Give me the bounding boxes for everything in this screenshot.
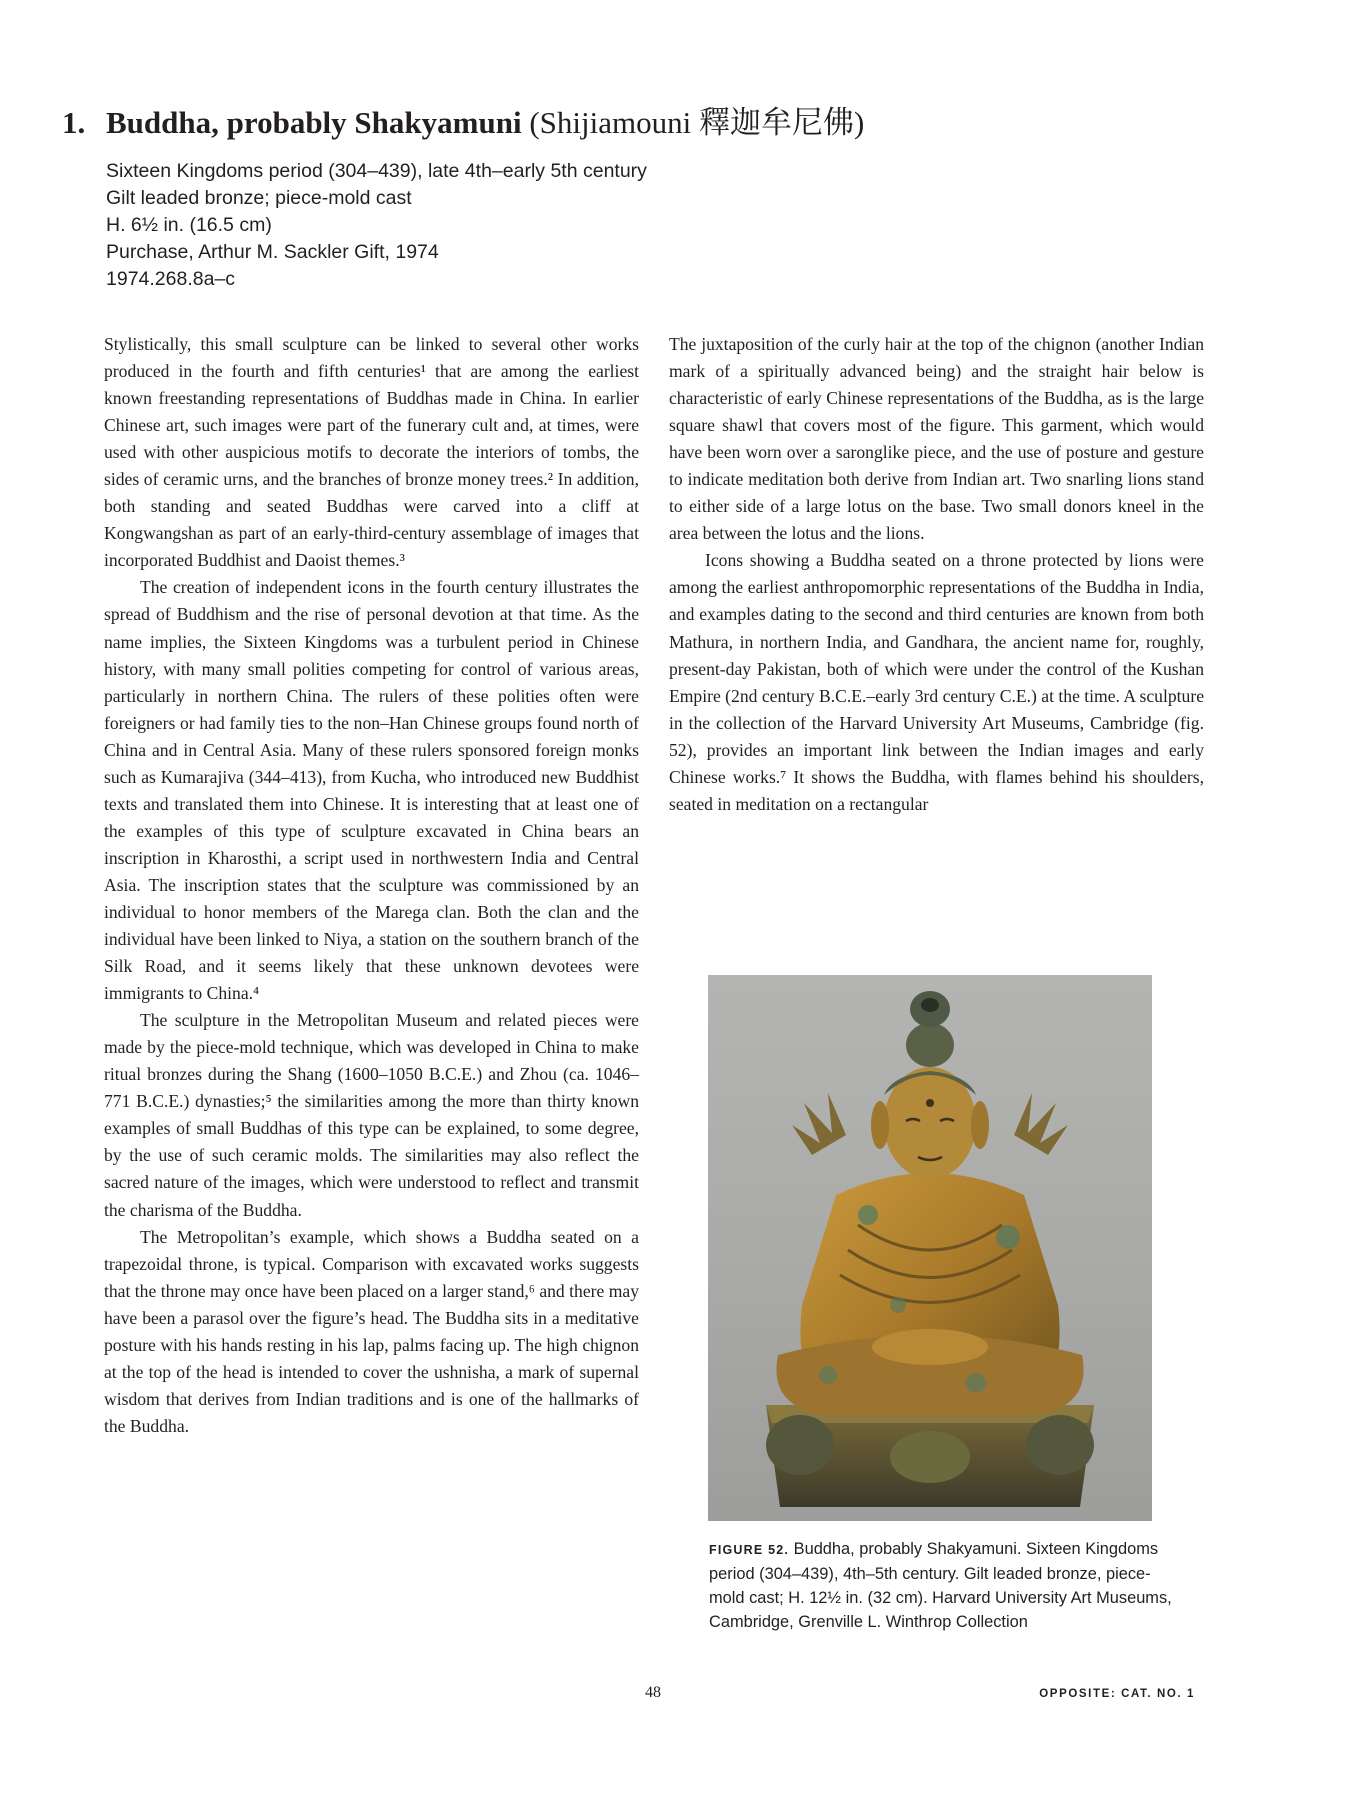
text-column-left xyxy=(104,331,639,1440)
caption-line: Buddha, probably Shakyamuni. Sixteen Kingdoms xyxy=(793,1540,1159,1558)
meta-date: Sixteen Kingdoms period (304–439), late 4th–early 5th century xyxy=(106,160,647,182)
figure-52-photo xyxy=(708,975,1152,1521)
figure-caption xyxy=(709,1537,1179,1634)
figure-label: FIGURE 52. xyxy=(709,1543,790,1557)
paragraph: Stylistically, this small sculpture can be linked to several other works produced in the fourth and fifth centuries¹ that are among the earliest known freestanding representations of Buddhas made in China. In earlier Chinese art, such images were part of the funerary cult and, at times, were used with other auspicious motifs to decorate the interiors of tombs, the sides of ceramic urns, and the branches of bronze money trees.² In addition, both standing and seated Buddhas were carved into a cliff at Kongwangshan as part of an early-third-century assemblage of images that incorporated Buddhist and Daoist themes.³ xyxy=(104,334,639,571)
entry-heading xyxy=(62,103,1262,143)
entry-alt-title: (Shijiamouni 釋迦牟尼佛) xyxy=(529,105,865,140)
running-foot: OPPOSITE: CAT. NO. 1 xyxy=(1039,1688,1195,1700)
caption-line: Cambridge, Grenville L. Winthrop Collection xyxy=(709,1613,1028,1631)
entry-title: Buddha, probably Shakyamuni xyxy=(106,105,522,140)
paragraph: The juxtaposition of the curly hair at the top of the chignon (another Indian mark of a spiritually advanced being) and the straight hair below is characteristic of early Chinese representations of the Buddha, as is the large square shawl that covers most of the figure. This garment, which would have been worn over a saronglike piece, and the use of posture and gesture to indicate meditation both derive from Indian art. Two snarling lions stand to either side of a large lotus on the base. Two small donors kneel in the area between the lotus and the lions. xyxy=(669,334,1204,544)
paragraph: The creation of independent icons in the fourth century illustrates the spread of Buddhism and the rise of personal devotion at that time. As the name implies, the Sixteen Kingdoms was a turbulent period in Chinese history, with many small polities competing for control of various areas, particularly in northern China. The rulers of these polities often were foreigners or had family ties to the non–Han Chinese groups found north of China and in Central Asia. Many of these rulers sponsored foreign monks such as Kumarajiva (344–413), from Kucha, who introduced new Buddhist texts and translated them into Chinese. It is interesting that at least one of the examples of this type of sculpture excavated in China bears an inscription in Kharosthi, a script used in northwestern India and Central Asia. The inscription states that the sculpture was commissioned by an individual to honor members of the Marega clan. Both the clan and the individual have been linked to Niya, a station on the southern branch of the Silk Road, and it seems likely that these unknown devotees were immigrants to China.⁴ xyxy=(104,577,639,1004)
paragraph: The Metropolitan’s example, which shows a Buddha seated on a trapezoidal throne, is typical. Comparison with excavated works suggests that the throne may once have been placed on a larger stand,⁶ and there may have been a parasol over the figure’s head. The Buddha sits in a meditative posture with his hands resting in his lap, palms facing up. The high chignon at the top of the head is intended to cover the ushnisha, a mark of supernal wisdom that derives from Indian traditions and is one of the hallmarks of the Buddha. xyxy=(104,1226,639,1436)
entry-number: 1. xyxy=(62,105,86,140)
meta-credit-line: Purchase, Arthur M. Sackler Gift, 1974 xyxy=(106,241,439,263)
paragraph: Icons showing a Buddha seated on a throne protected by lions were among the earliest anthropomorphic representations of the Buddha in India, and examples dating to the second and third centuries are known from both Mathura, in northern India, and Gandhara, the ancient name for, roughly, present-day Pakistan, both of which were under the control of the Kushan Empire (2nd century B.C.E.–early 3rd century C.E.) at the time. A sculpture in the collection of the Harvard University Art Museums, Cambridge (fig. 52), provides an important link between the Indian images and early Chinese works.⁷ It shows the Buddha, with flames behind his shoulders, seated in meditation on a rectangular xyxy=(669,550,1205,814)
meta-accession-number: 1974.268.8a–c xyxy=(106,268,236,290)
meta-medium: Gilt leaded bronze; piece-mold cast xyxy=(106,187,412,209)
page-number: 48 xyxy=(645,1684,661,1701)
text-column-right xyxy=(669,331,1204,818)
paragraph: The sculpture in the Metropolitan Museum and related pieces were made by the piece-mold technique, which was developed in China to make ritual bronzes during the Shang (1600–1050 B.C.E.) and Zhou (ca. 1046–771 B.C.E.) dynasties;⁵ the similarities among the more than thirty known examples of small Buddhas of this type can be explained, to some degree, by the use of such ceramic molds. The similarities may also reflect the sacred nature of the images, which were understood to reflect and transmit the charisma of the Buddha. xyxy=(104,1010,639,1220)
seated-buddha-sculpture-image xyxy=(708,975,1152,1521)
caption-line: mold cast; H. 12½ in. (32 cm). Harvard University Art Museums, xyxy=(709,1589,1172,1607)
meta-dimensions: H. 6½ in. (16.5 cm) xyxy=(106,214,272,236)
caption-line: period (304–439), 4th–5th century. Gilt leaded bronze, piece- xyxy=(709,1565,1151,1583)
object-metadata xyxy=(106,158,806,293)
